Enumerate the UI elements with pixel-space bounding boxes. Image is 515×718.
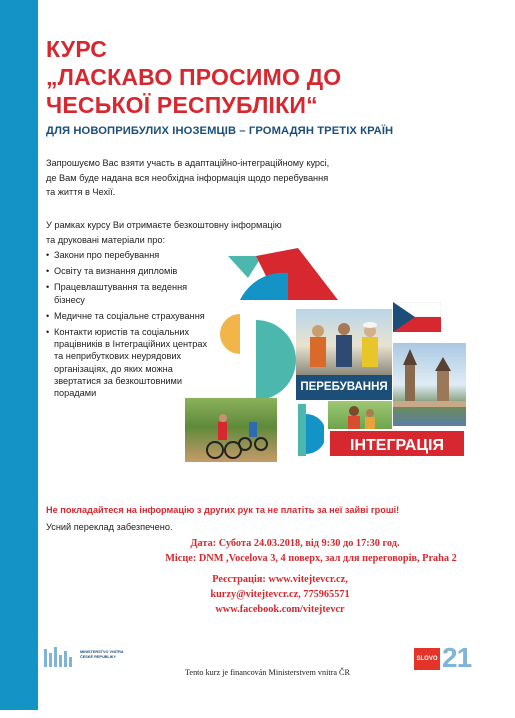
ministry-name xyxy=(80,650,124,659)
stay-banner: ПЕРЕБУВАННЯ xyxy=(296,375,392,400)
warning-text: Не покладайтеся на інформацію з других рук та не платіть за неї зайві гроші! xyxy=(46,505,400,515)
intro-line-1: Запрошуємо Вас взяти участь в адаптаційно-інтеграційному курсі, xyxy=(46,158,330,168)
slovo21-logo-number: 21 xyxy=(442,642,472,673)
teal-triangle-shape xyxy=(228,256,262,278)
slovo21-logo-box: SLOVO xyxy=(414,648,440,670)
funding-note: Tento kurz je financován Ministerstvem vnitra ČR xyxy=(185,668,350,677)
teal-arc-shape xyxy=(298,404,324,456)
list-item: • Працевлаштування та ведення бізнесу xyxy=(46,281,216,305)
event-place: Місце: DNM ,Vocelova 3, 4 поверх, зал для переговорів, Praha 2 xyxy=(165,553,457,564)
course-info-line-1: У рамках курсу Ви отримаєте безкоштовну інформацію xyxy=(46,220,282,230)
course-title-line-2: „ЛАСКАВО ПРОСИМО ДО xyxy=(46,64,342,90)
intro-paragraph xyxy=(46,156,396,200)
integration-banner: ІНТЕГРАЦІЯ xyxy=(328,429,466,458)
facebook-link[interactable]: www.facebook.com/vitejtevcr xyxy=(215,604,345,615)
registration-link[interactable]: Реєстрація: www.vitejtevcr.cz, xyxy=(212,574,348,585)
course-subtitle: ДЛЯ НОВОПРИБУЛИХ ІНОЗЕМЦІВ – ГРОМАДЯН ТРЕТІХ КРАЇН xyxy=(46,125,394,137)
course-title-line-1: КУРС xyxy=(46,36,108,62)
list-item: • Контакти юристів та соціальних працівників в Інтеграційних центрах та неприбуткових неурядових організаціях, до яких можна звертатися за безкоштовними порадами xyxy=(46,326,216,399)
course-info-paragraph xyxy=(46,218,346,247)
event-date: Дата: Субота 24.03.2018, від 9:30 до 17:30 год. xyxy=(190,538,400,549)
course-info-line-2: та друковані матеріали про: xyxy=(46,234,166,245)
yellow-half-circle-shape xyxy=(220,314,240,354)
translation-note: Усний переклад забезпечено. xyxy=(46,522,173,532)
ministry-line-2: ČESKÉ REPUBLIKY xyxy=(80,654,117,659)
list-item: • Освіту та визнання дипломів xyxy=(46,265,216,277)
prague-photo xyxy=(393,343,466,426)
registration-contact[interactable]: kurzy@vitejtevcr.cz, 775965571 xyxy=(210,589,350,600)
list-item: • Медичне та соціальне страхування xyxy=(46,310,216,322)
ministry-logo-icon xyxy=(44,645,76,669)
workers-photo xyxy=(296,309,392,375)
czech-flag-icon xyxy=(393,302,441,332)
ministry-line-1: MINISTERSTVO VNITRA xyxy=(80,650,124,654)
course-title-line-3: ЧЕСЬКОЇ РЕСПУБЛІКИ“ xyxy=(46,92,318,118)
cyclists-photo xyxy=(185,398,277,462)
left-sidebar-stripe xyxy=(0,0,38,710)
teal-half-circle-shape xyxy=(256,320,296,400)
family-photo xyxy=(328,401,392,429)
topics-list xyxy=(46,249,216,403)
intro-line-3: та життя в Чехії. xyxy=(46,187,116,197)
list-item: • Закони про перебування xyxy=(46,249,216,261)
intro-line-2: де Вам буде надана вся необхідна інформація щодо перебування xyxy=(46,172,329,183)
